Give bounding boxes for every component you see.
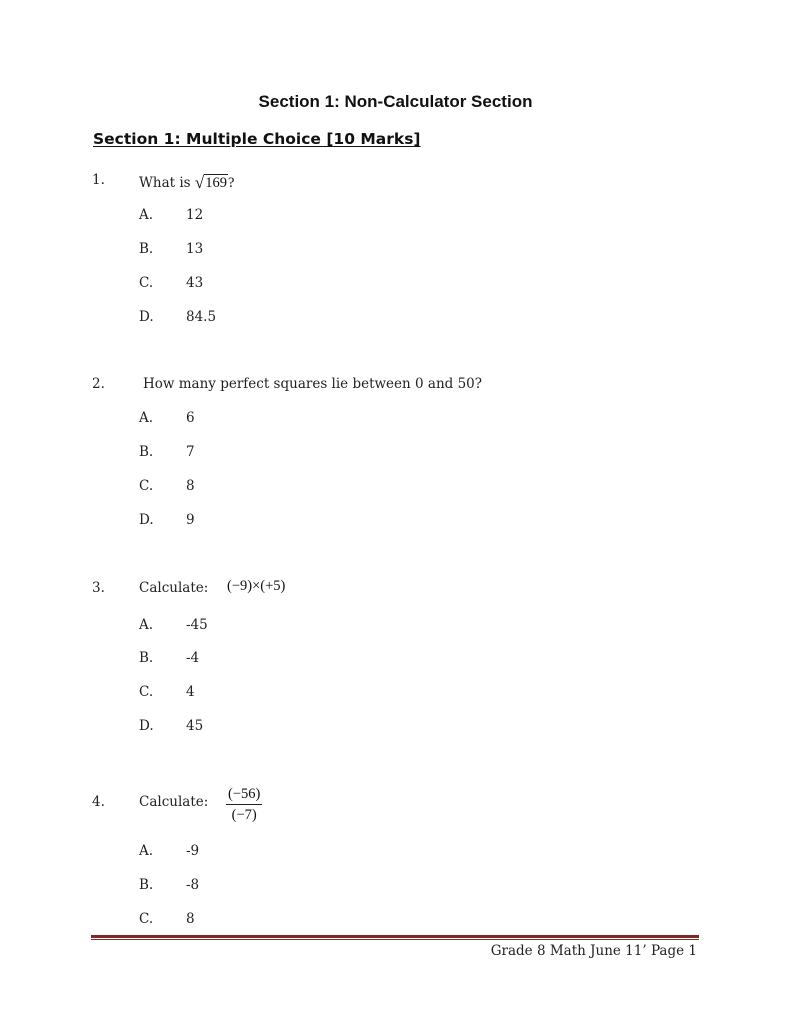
radicand: 169 — [205, 175, 227, 191]
option-letter: B. — [139, 877, 154, 893]
question-number: 3. — [92, 580, 105, 596]
option-letter: B. — [139, 650, 154, 666]
fraction-expression — [226, 786, 262, 824]
option-value: -9 — [186, 843, 200, 859]
option-letter: D. — [139, 718, 154, 734]
section-subtitle: Section 1: Multiple Choice [10 Marks] — [93, 130, 421, 148]
fraction-numerator: (−56) — [226, 786, 262, 805]
question-number: 4. — [92, 794, 105, 810]
option-letter: C. — [139, 911, 154, 927]
fraction-denominator: (−7) — [231, 807, 257, 823]
question-text: How many perfect squares lie between 0 and 50? — [143, 376, 482, 392]
question-text: Calculate: — [139, 794, 209, 810]
option-letter: B. — [139, 241, 154, 257]
option-letter: D. — [139, 512, 154, 528]
option-letter: A. — [139, 410, 154, 426]
option-letter: D. — [139, 309, 154, 325]
option-letter: A. — [139, 843, 154, 859]
question-text: Calculate: — [139, 580, 209, 596]
option-value: -4 — [186, 650, 200, 666]
option-value: 6 — [186, 410, 195, 426]
page-footer: Grade 8 Math June 11’ Page 1 — [490, 943, 697, 959]
option-value: 4 — [186, 684, 195, 700]
section-title: Section 1: Non-Calculator Section — [258, 92, 533, 111]
option-letter: B. — [139, 444, 154, 460]
option-value: 43 — [186, 275, 204, 291]
option-value: 8 — [186, 478, 195, 494]
option-value: 45 — [186, 718, 204, 734]
option-letter: A. — [139, 617, 154, 633]
footer-rule-thick — [91, 935, 699, 938]
footer-rule-thin — [91, 939, 699, 940]
option-letter: C. — [139, 275, 154, 291]
question-text: What is √169? — [139, 173, 235, 192]
option-value: -45 — [186, 617, 208, 633]
question-suffix: ? — [227, 175, 235, 191]
option-value: 9 — [186, 512, 195, 528]
option-letter: A. — [139, 207, 154, 223]
option-value: -8 — [186, 877, 200, 893]
square-root-expression: √169 — [194, 173, 227, 192]
option-letter: C. — [139, 478, 154, 494]
option-value: 8 — [186, 911, 195, 927]
option-value: 84.5 — [186, 309, 217, 325]
option-value: 13 — [186, 241, 204, 257]
option-letter: C. — [139, 684, 154, 700]
option-value: 12 — [186, 207, 204, 223]
question-number: 1. — [92, 172, 105, 188]
math-expression: (−9)×(+5) — [227, 578, 286, 594]
question-number: 2. — [92, 376, 105, 392]
option-value: 7 — [186, 444, 195, 460]
